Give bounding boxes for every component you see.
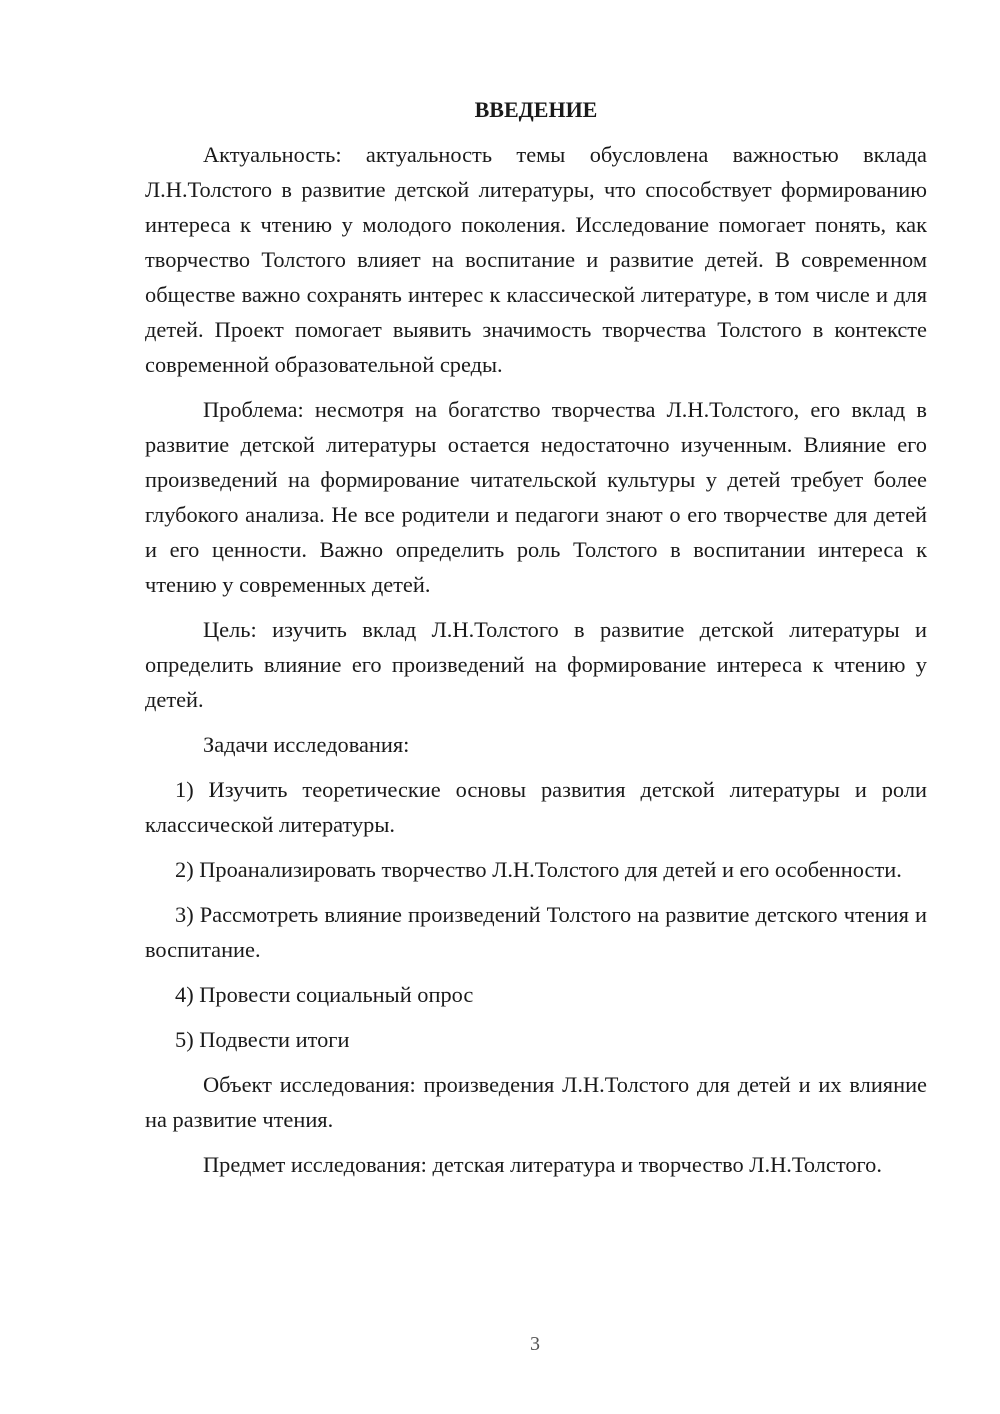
task-item: 5) Подвести итоги	[175, 1027, 350, 1052]
page-number: 3	[530, 1333, 540, 1355]
task-item: 2) Проанализировать творчество Л.Н.Толстого для детей и его особенности.	[175, 857, 902, 882]
relevance-paragraph: Актуальность: актуальность темы обусловлена важностью вклада Л.Н.Толстого в развитие детской литературы, что способствует формированию интереса к чтению у молодого поколения. Исследование помогает понять, как творчество Толстого влияет на воспитание и развитие детей. В современном обществе важно сохранять интерес к классической литературе, в том числе и для детей. Проект помогает выявить значимость творчества Толстого в контексте современной образовательной среды.	[145, 142, 927, 377]
document-page	[145, 92, 927, 1192]
tasks-title: Задачи исследования:	[203, 732, 410, 757]
problem-paragraph: Проблема: несмотря на богатство творчества Л.Н.Толстого, его вклад в развитие детской литературы остается недостаточно изученным. Влияние его произведений на формирование читательской культуры у детей требует более глубокого анализа. Не все родители и педагоги знают о его творчестве для детей и его ценности. Важно определить роль Толстого в воспитании интереса к чтению у современных детей.	[145, 397, 927, 597]
page-title: ВВЕДЕНИЕ	[474, 97, 598, 122]
task-item: 4) Провести социальный опрос	[175, 982, 474, 1007]
task-item: 1) Изучить теоретические основы развития детской литературы и роли классической литературы.	[145, 777, 927, 837]
object-paragraph: Объект исследования: произведения Л.Н.Толстого для детей и их влияние на развитие чтения.	[145, 1072, 927, 1132]
task-item: 3) Рассмотреть влияние произведений Толстого на развитие детского чтения и воспитание.	[145, 902, 927, 962]
goal-paragraph: Цель: изучить вклад Л.Н.Толстого в развитие детской литературы и определить влияние его произведений на формирование интереса к чтению у детей.	[145, 617, 927, 712]
subject-paragraph: Предмет исследования: детская литература и творчество Л.Н.Толстого.	[203, 1152, 882, 1177]
